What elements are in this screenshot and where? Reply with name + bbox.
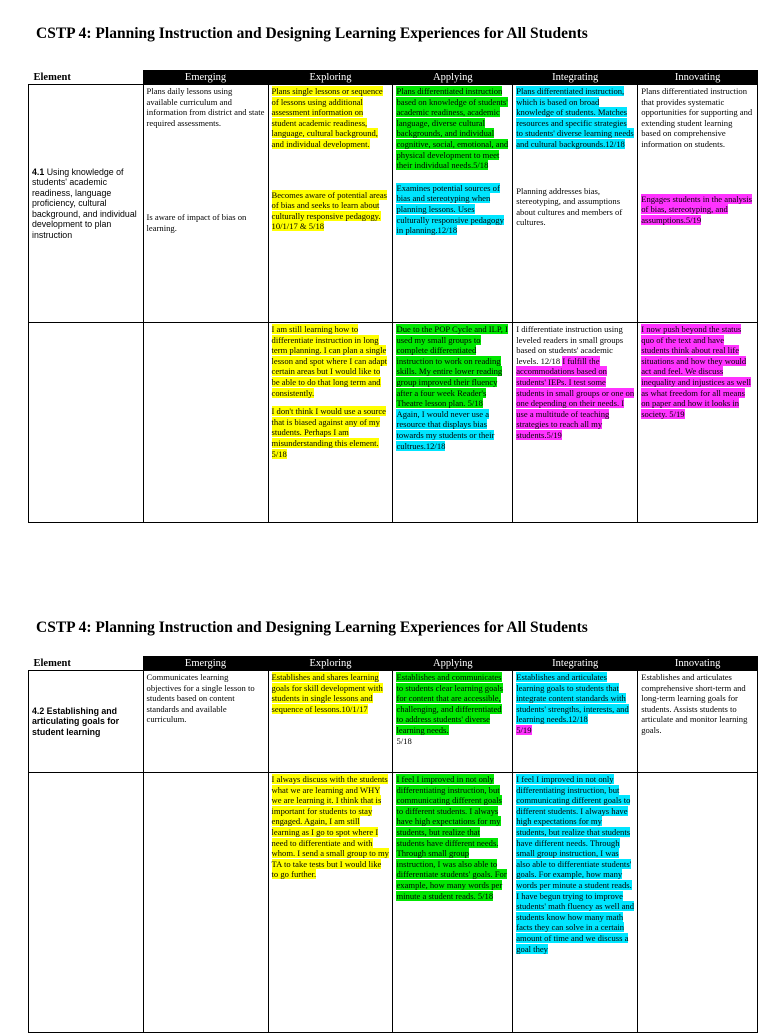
header-row <box>29 657 758 671</box>
exploring-a: Plans single lessons or sequence of lessons using additional assessment information on student academic readiness, language, cultural background, and individual development. <box>271 86 383 149</box>
rubric-table <box>28 70 758 523</box>
emerging-b: Is aware of impact of bias on learning. <box>146 212 247 233</box>
cell-emerging-empty <box>143 773 268 1033</box>
header-integrating: Integrating <box>513 71 638 85</box>
table-row <box>29 773 758 1033</box>
element-text: Using knowledge of students' academic readiness, language proficiency, cultural background, and individual development to plan instruction <box>32 167 137 240</box>
element-cell <box>29 671 144 773</box>
header-element: Element <box>29 657 144 671</box>
cell-integrating <box>513 671 638 773</box>
header-row <box>29 71 758 85</box>
applying: Establishes and communicates to students clear learning goals for content that are accessible, challenging, and differentiated to address students' diverse learning needs. <box>396 672 503 735</box>
reflection-integrating-a: I differentiate instruction using leveled readers in small groups based on students' academic levels. 12/18 <box>516 324 624 366</box>
header-innovating: Innovating <box>638 71 758 85</box>
element-cell-empty <box>29 323 144 523</box>
table-row <box>29 85 758 323</box>
cell-applying <box>393 671 513 773</box>
cell-emerging <box>143 85 268 323</box>
element-cell <box>29 85 144 323</box>
innovating: Establishes and articulates comprehensive short-term and long-term learning goals for students. Assists students to articulate and monitor learning goals. <box>641 672 748 735</box>
table-row <box>29 671 758 773</box>
reflection-integrating-b: I fulfill the accommodations based on students' IEPs. I test some students in small groups or one on one depending on their needs. I use a multitude of teaching strategies to reach all my students.5/19 <box>516 355 635 440</box>
reflection-applying: I feel I improved in not only differentiating instruction, but communicating different goals to different students. I always have high expectations for my students, but realize that students have different needs. Through small group instruction, I was also able to differentiate students' goals. For example, how many words per minute a student reads. 5/18 <box>396 774 507 901</box>
cell-exploring <box>268 773 393 1033</box>
spacer <box>147 140 265 212</box>
cell-innovating-empty <box>638 773 758 1033</box>
header-applying: Applying <box>393 71 513 85</box>
header-applying: Applying <box>393 657 513 671</box>
header-integrating: Integrating <box>513 657 638 671</box>
exploring-b: Becomes aware of potential areas of bias and seeks to learn about culturally responsive pedagogy. 10/1/17 & 5/18 <box>271 189 387 232</box>
cell-integrating <box>513 85 638 323</box>
cell-applying <box>393 323 513 523</box>
reflection-innovating-a: I now push beyond the status quo of the text and have students think about real life situations and how they would act and feel. We discuss inequality and injustices as well as what freedom for all means on paper and how it looks in society. 5/19 <box>641 324 751 419</box>
innovating-a: Plans differentiated instruction that provides systematic opportunities for supporting and extending student learning based on comprehensive information on students. <box>641 86 753 149</box>
header-emerging: Emerging <box>143 71 268 85</box>
emerging: Communicates learning objectives for a single lesson to students based on content standards and available curriculum. <box>146 672 255 725</box>
cell-exploring <box>268 671 393 773</box>
applying-a: Plans differentiated instruction based on knowledge of students' academic readiness, academic language, diverse cultural backgrounds, and individual cognitive, social, emotional, and physical development to meet their individual needs.5/18 <box>396 86 509 171</box>
header-exploring: Exploring <box>268 657 393 671</box>
cell-exploring <box>268 323 393 523</box>
element-text: 4.2 Establishing and articulating goals for student learning <box>32 705 120 737</box>
cell-applying <box>393 773 513 1033</box>
integrating-b: 5/19 <box>516 724 532 735</box>
page-title: CSTP 4: Planning Instruction and Designing Learning Experiences for All Students <box>36 619 588 636</box>
cell-integrating <box>513 773 638 1033</box>
table-row <box>29 323 758 523</box>
header-innovating: Innovating <box>638 657 758 671</box>
cell-innovating <box>638 323 758 523</box>
cell-integrating <box>513 323 638 523</box>
innovating-b: Engages students in the analysis of bias, stereotyping, and assumptions.5/19 <box>641 193 752 225</box>
cell-applying <box>393 85 513 323</box>
exploring: Establishes and shares learning goals for skill development with students in single lessons and sequence of lessons.10/1/17 <box>271 672 383 714</box>
applying-b: Examines potential sources of bias and stereotyping when planning lessons. Uses culturally responsive pedagogy in planning.12/18 <box>396 182 504 236</box>
reflection-exploring-b: I don't think I would use a source that is biased against any of my students. Perhaps I am misunderstanding this element. 5/18 <box>271 406 386 459</box>
header-exploring: Exploring <box>268 71 393 85</box>
header-element: Element <box>29 71 144 85</box>
reflection-applying-a: Due to the POP Cycle and ILP, I used my small groups to complete differentiated instruction to work on reading skills. My entire lower reading group improved their fluency after a four week Reader's Theatre lesson plan. 5/18 <box>396 324 508 409</box>
reflection-applying-b: Again, I would never use a resource that displays bias towards my students or their cultrues.12/18 <box>396 408 495 451</box>
page-title: CSTP 4: Planning Instruction and Designing Learning Experiences for All Students <box>36 25 588 42</box>
element-number: 4.1 <box>32 167 45 178</box>
emerging-a: Plans daily lessons using available curriculum and information from district and state required assessments. <box>146 86 265 128</box>
reflection-exploring: I always discuss with the students what we are learning and WHY we are learning it. I think that is important for students to stay engaged. Again, I am still learning as I go to spot where I need to differentiate and with whom. I send a small group to my TA to take tests but I would like to go further. <box>271 774 389 880</box>
integrating-b: Planning addresses bias, stereotyping, and assumptions about cultures and members of cultures. <box>516 185 623 228</box>
integrating-a: Establishes and articulates learning goals to students that integrate content standards with students' strengths, interests, and learning needs.12/18 <box>516 672 629 725</box>
element-cell-empty <box>29 773 144 1033</box>
cell-innovating <box>638 85 758 323</box>
reflection-integrating: I feel I improved in not only differentiating instruction, but communicating different goals to different students. I always have high expectations for my students, but realize that students have different needs. Through small group instruction, I was also able to differentiate students' goals. For example, how many words per minute a student reads. I have begun trying to improve students' math fluency as well and students know how many math facts they can solve in a certain amount of time and we discuss a goal they <box>516 774 635 954</box>
header-emerging: Emerging <box>143 657 268 671</box>
cell-exploring <box>268 85 393 323</box>
applying-date: 5/18 <box>396 735 412 746</box>
cell-emerging-empty <box>143 323 268 523</box>
cell-innovating <box>638 671 758 773</box>
integrating-a: Plans differentiated instruction, which is based on broad knowledge of students. Matches resources and specific strategies to students' diverse learning needs and cultural backgrounds.12/18 <box>516 86 634 149</box>
cell-emerging <box>143 671 268 773</box>
reflection-exploring-a: I am still learning how to differentiate instruction in long term planning. I can plan a single lesson and spot where I can adapt certain areas but I would like to be able to do that long term and consistently. <box>271 324 388 398</box>
rubric-table <box>28 656 758 1033</box>
